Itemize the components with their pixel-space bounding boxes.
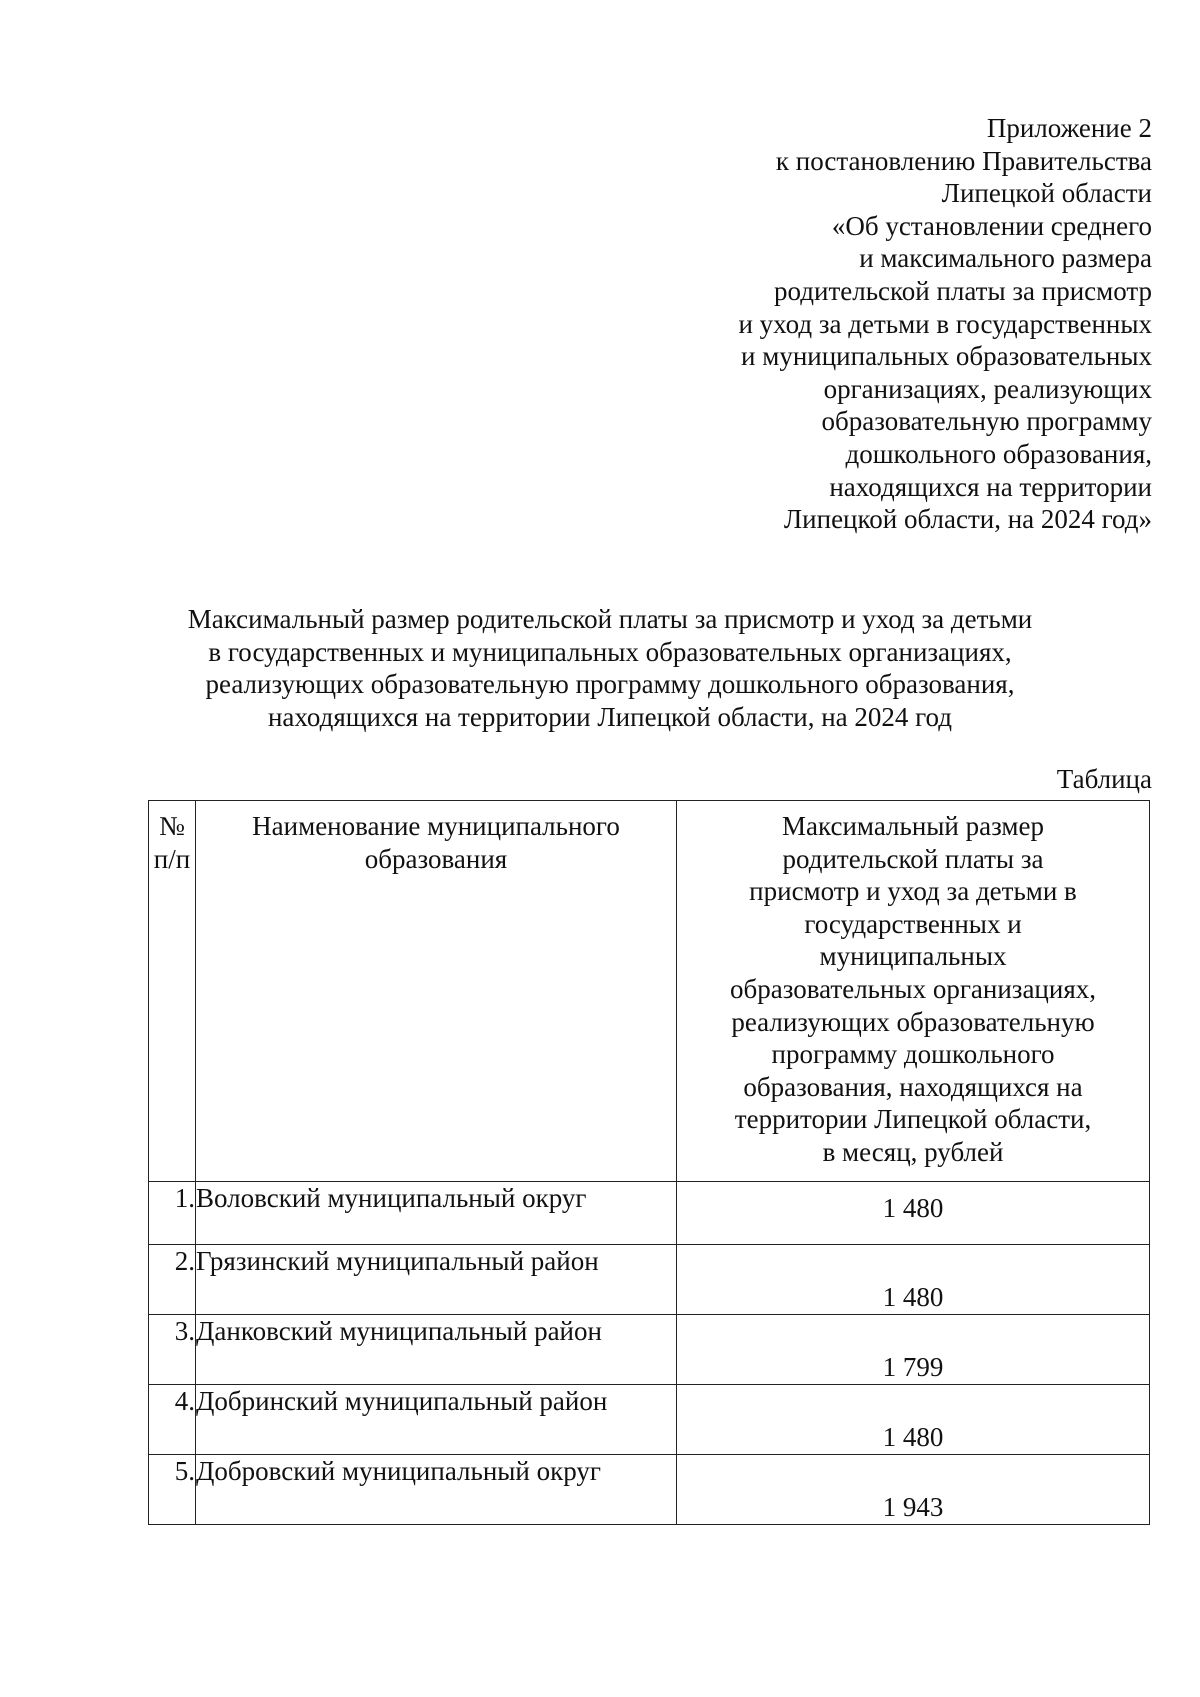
header-number-line: №	[159, 811, 185, 841]
annex-line: Приложение 2	[986, 113, 1152, 143]
row-municipality: Грязинский муниципальный район	[196, 1244, 677, 1314]
table-row	[149, 1314, 1150, 1384]
header-municipality	[196, 801, 677, 1182]
annex-line: к постановлению Правительства	[775, 145, 1152, 176]
table-header-row	[149, 801, 1150, 1182]
annex-line: Липецкой области	[941, 178, 1152, 209]
annex-line: и муниципальных образовательных	[741, 341, 1152, 372]
header-max-fee-line: присмотр и уход за детьми в	[749, 876, 1077, 907]
annex-line: находящихся на территории	[829, 471, 1152, 502]
annex-line: и максимального размера	[859, 243, 1152, 274]
row-number: 2.	[149, 1244, 196, 1314]
header-max-fee-line: муниципальных	[819, 941, 1007, 972]
header-municipality-line: Наименование муниципального	[252, 811, 620, 841]
header-max-fee-line: территории Липецкой области,	[734, 1104, 1092, 1135]
header-max-fee-line: Максимальный размер	[782, 811, 1044, 841]
header-max-fee-line: образования, находящихся на	[743, 1071, 1083, 1102]
annex-line: организациях, реализующих	[823, 373, 1152, 404]
row-max-fee: 1 480	[677, 1244, 1150, 1314]
row-number: 4.	[149, 1384, 196, 1454]
document-title	[150, 603, 1070, 733]
annex-line: «Об установлении среднего	[831, 210, 1152, 241]
header-max-fee-line: образовательных организациях,	[730, 973, 1096, 1004]
table-caption: Таблица	[1056, 764, 1152, 794]
header-max-fee-line: государственных и	[804, 908, 1022, 939]
header-max-fee-line: в месяц, рублей	[822, 1136, 1004, 1167]
row-municipality: Данковский муниципальный район	[196, 1314, 677, 1384]
table-row	[149, 1384, 1150, 1454]
row-max-fee: 1 799	[677, 1314, 1150, 1384]
annex-line: Липецкой области, на 2024 год»	[783, 504, 1152, 535]
row-number: 5.	[149, 1454, 196, 1524]
header-max-fee-line: родительской платы за	[782, 843, 1044, 874]
title-line: Максимальный размер родительской платы за присмотр и уход за детьми	[187, 604, 1033, 634]
row-municipality: Воловский муниципальный округ	[196, 1181, 677, 1244]
header-municipality-line: образования	[364, 843, 508, 874]
annex-heading	[592, 112, 1152, 536]
table-row	[149, 1181, 1150, 1244]
row-number: 1.	[149, 1181, 196, 1244]
row-number: 3.	[149, 1314, 196, 1384]
table-row	[149, 1244, 1150, 1314]
header-max-fee-line: программу дошкольного	[771, 1039, 1055, 1070]
row-max-fee: 1 943	[677, 1454, 1150, 1524]
annex-line: родительской платы за присмотр	[774, 275, 1152, 306]
annex-line: и уход за детьми в государственных	[738, 308, 1152, 339]
header-max-fee-line: реализующих образовательную	[731, 1006, 1095, 1037]
title-line: реализующих образовательную программу дошкольного образования,	[205, 669, 1015, 700]
row-max-fee: 1 480	[677, 1181, 1150, 1244]
header-number-line: п/п	[153, 843, 191, 874]
table-row	[149, 1454, 1150, 1524]
title-line: в государственных и муниципальных образовательных организациях,	[208, 636, 1012, 667]
annex-line: образовательную программу	[821, 406, 1152, 437]
row-municipality: Добринский муниципальный район	[196, 1384, 677, 1454]
row-max-fee: 1 480	[677, 1384, 1150, 1454]
header-number	[149, 801, 196, 1182]
fee-table	[148, 800, 1150, 1525]
annex-line: дошкольного образования,	[845, 438, 1152, 469]
header-max-fee	[677, 801, 1150, 1182]
row-municipality: Добровский муниципальный округ	[196, 1454, 677, 1524]
title-line: находящихся на территории Липецкой области, на 2024 год	[267, 701, 953, 732]
